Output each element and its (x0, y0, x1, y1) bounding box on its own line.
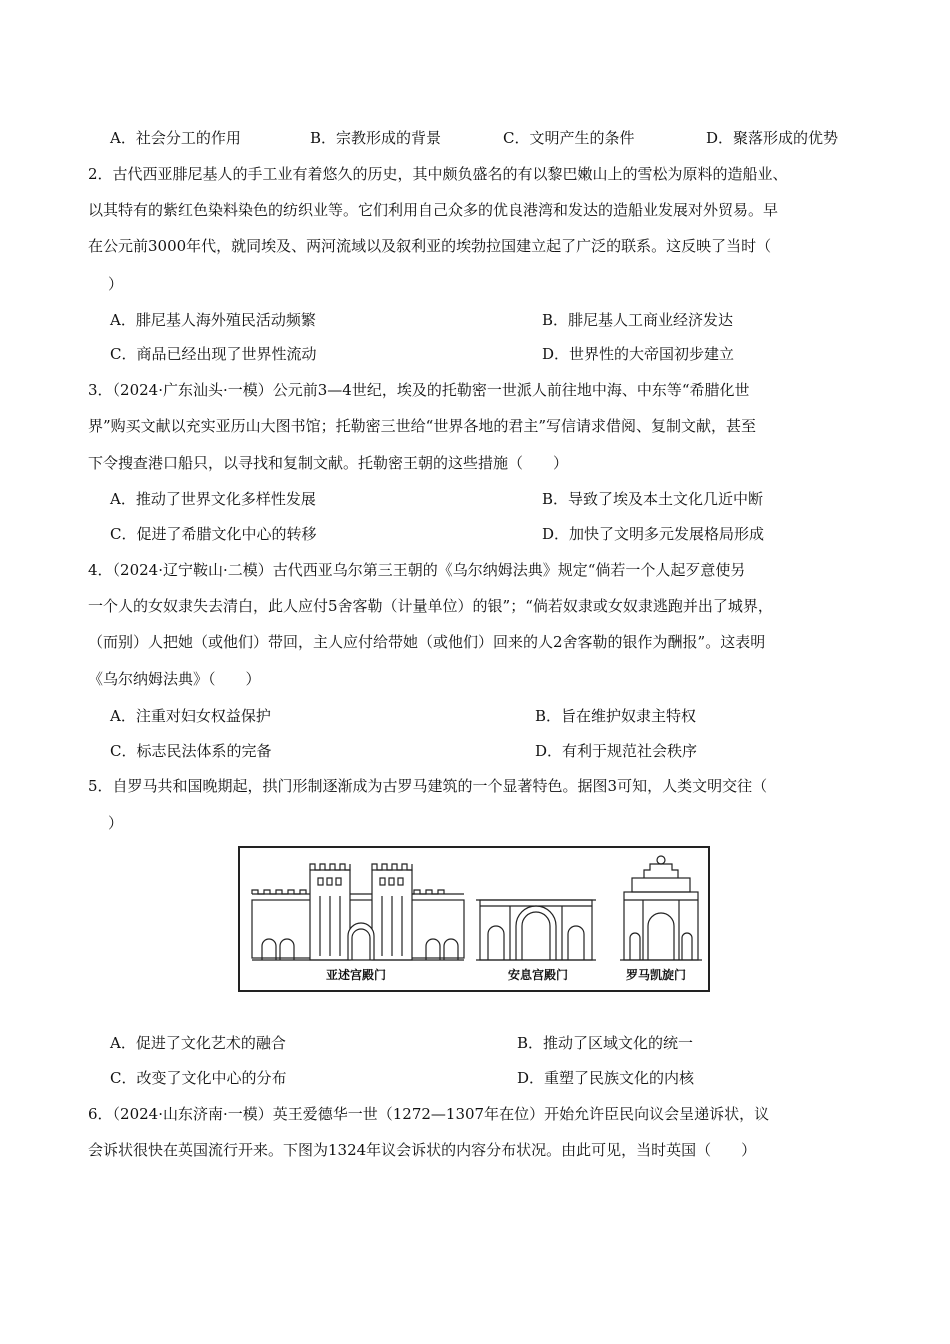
q2-stem-line: 以其特有的紫红色染料染色的纺织业等。它们利用自己众多的优良港湾和发达的造船业发展对外贸易。早 (88, 201, 779, 219)
q4-option-c: C．标志民法体系的完备 (110, 742, 272, 760)
q4-option-d: D．有利于规范社会秩序 (535, 742, 698, 760)
assyrian-gate-drawing (252, 864, 464, 960)
q3-stem-line: 界”购买文献以充实亚历山大图书馆；托勒密三世给“世界各地的君主”写信请求借阅、复制文献，甚至 (88, 417, 757, 435)
q1-option-b: B．宗教形成的背景 (310, 129, 442, 147)
q1-option-a: A．社会分工的作用 (110, 129, 241, 147)
q1-option-d: D．聚落形成的优势 (706, 129, 839, 147)
q2-stem-line: ） (108, 275, 124, 293)
q5-stem-line: ） (108, 814, 124, 832)
q4-stem-line: （而别）人把她（或他们）带回，主人应付给带她（或他们）回来的人2舍客勒的银作为酬报”。这表明 (88, 633, 766, 651)
q2-option-b: B．腓尼基人工商业经济发达 (542, 311, 734, 329)
q1-option-c: C．文明产生的条件 (503, 129, 635, 147)
q5-option-b: B．推动了区域文化的统一 (517, 1034, 694, 1052)
q2-option-a: A．腓尼基人海外殖民活动频繁 (110, 311, 316, 329)
q5-option-d: D．重塑了民族文化的内核 (517, 1069, 695, 1087)
parthian-gate-drawing (476, 900, 596, 960)
caption-assyrian-gate: 亚述宫殿门 (326, 968, 387, 982)
caption-parthian-gate: 安息宫殿门 (508, 968, 569, 982)
q5-option-c: C．改变了文化中心的分布 (110, 1069, 287, 1087)
gate-architecture-figure (238, 846, 710, 992)
q2-stem-line: 在公元前3000年代，就同埃及、两河流域以及叙利亚的埃勃拉国建立起了广泛的联系。这反映了当时（ (88, 237, 772, 255)
q3-option-a: A．推动了世界文化多样性发展 (110, 490, 316, 508)
q3-stem-line: 下令搜查港口船只，以寻找和复制文献。托勒密王朝的这些措施（ ） (88, 454, 569, 472)
q4-stem-line: 4．（2024·辽宁鞍山·二模）古代西亚乌尔第三王朝的《乌尔纳姆法典》规定“倘若一个人起歹意使另 (88, 561, 746, 579)
caption-roman-arch: 罗马凯旋门 (626, 968, 687, 982)
q4-stem-line: 《乌尔纳姆法典》（ ） (88, 670, 261, 688)
q2-stem-line: 2．古代西亚腓尼基人的手工业有着悠久的历史，其中颇负盛名的有以黎巴嫩山上的雪松为原料的造船业、 (88, 165, 788, 183)
q4-stem-line: 一个人的女奴隶失去清白，此人应付5舍客勒（计量单位）的银”；“倘若奴隶或女奴隶逃跑并出了城界， (88, 597, 773, 615)
q5-stem-line: 5．自罗马共和国晚期起，拱门形制逐渐成为古罗马建筑的一个显著特色。据图3可知，人类文明交往（ (88, 777, 768, 795)
q5-option-a: A．促进了文化艺术的融合 (110, 1034, 286, 1052)
q4-option-a: A．注重对妇女权益保护 (110, 707, 271, 725)
q6-stem-line: 会诉状很快在英国流行开来。下图为1324年议会诉状的内容分布状况。由此可见，当时英国（ ） (88, 1141, 757, 1159)
q4-option-b: B．旨在维护奴隶主特权 (535, 707, 697, 725)
q2-option-c: C．商品已经出现了世界性流动 (110, 345, 317, 363)
q3-stem-line: 3．（2024·广东汕头·一模）公元前3—4世纪，埃及的托勒密一世派人前往地中海、中东等“希腊化世 (88, 381, 750, 399)
q3-option-c: C．促进了希腊文化中心的转移 (110, 525, 317, 543)
q3-option-b: B．导致了埃及本土文化几近中断 (542, 490, 764, 508)
q6-stem-line: 6．（2024·山东济南·一模）英王爱德华一世（1272—1307年在位）开始允许臣民向议会呈递诉状，议 (88, 1105, 770, 1123)
q3-option-d: D．加快了文明多元发展格局形成 (542, 525, 765, 543)
roman-arch-drawing (620, 856, 702, 960)
q2-option-d: D．世界性的大帝国初步建立 (542, 345, 735, 363)
